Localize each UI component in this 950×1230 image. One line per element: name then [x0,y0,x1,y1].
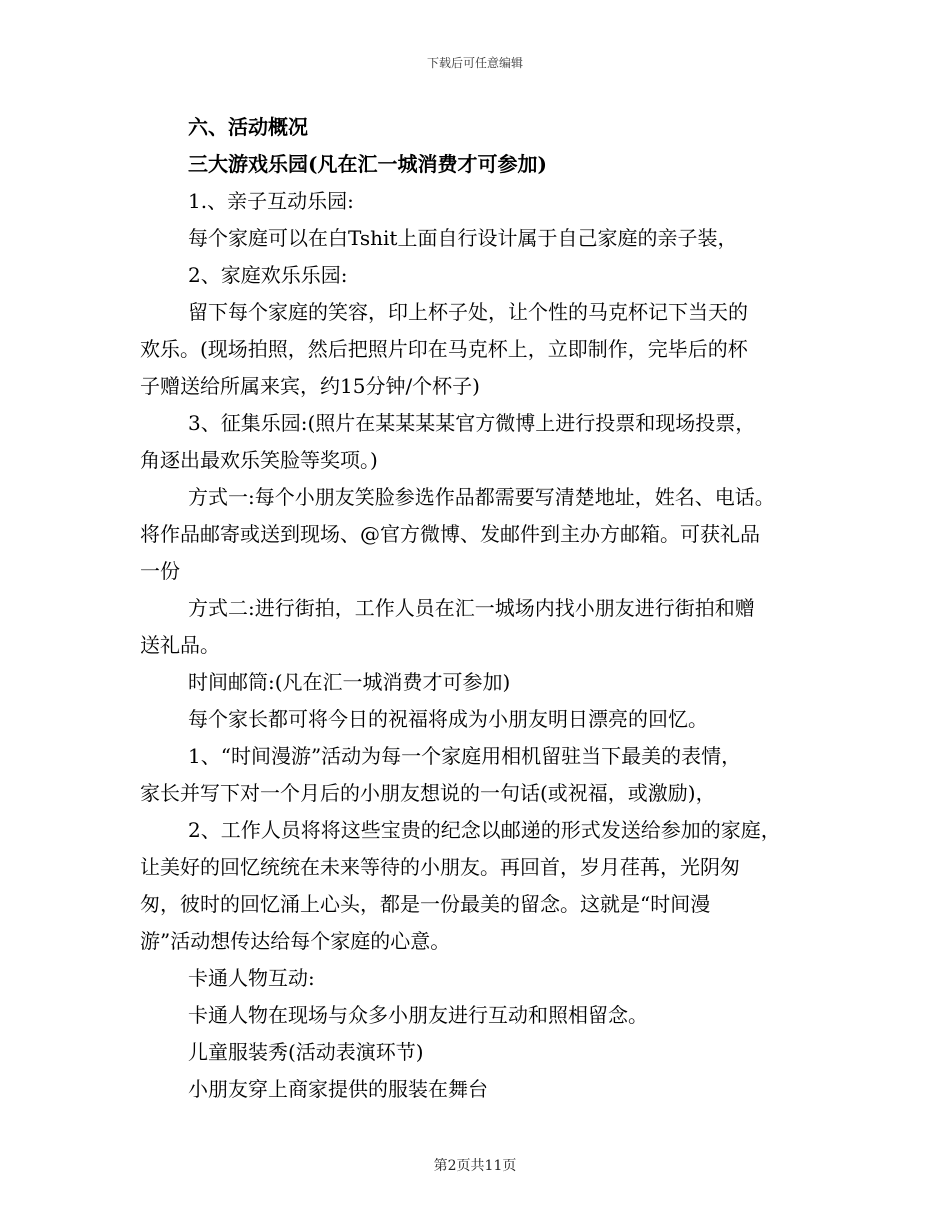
header-note: 下载后可任意编辑 [426,56,523,70]
paragraph-line: 送礼品。 [140,633,220,657]
paragraph-line: 留下每个家庭的笑容，印上杯子处，让个性的马克杯记下当天的 [188,300,748,324]
paragraph-line: 一份 [140,559,180,583]
paragraph-line: 儿童服装秀(活动表演环节) [188,1040,424,1064]
paragraph-line: 2、工作人员将将这些宝贵的纪念以邮递的形式发送给参加的家庭， [188,818,781,842]
subtitle: 三大游戏乐园(凡在汇一城消费才可参加) [188,152,547,176]
paragraph-line: 角逐出最欢乐笑脸等奖项。) [140,448,378,472]
paragraph-line: 时间邮筒:(凡在汇一城消费才可参加) [188,670,511,694]
paragraph-line: 游”活动想传达给每个家庭的心意。 [140,929,451,953]
paragraph-line: 方式一:每个小朋友笑脸参选作品都需要写清楚地址，姓名、电话。 [188,485,775,509]
paragraph-line: 每个家庭可以在白Tshit上面自行设计属于自己家庭的亲子装， [188,226,738,250]
paragraph-line: 让美好的回忆统统在未来等待的小朋友。再回首，岁月荏苒，光阴匆 [140,855,740,879]
paragraph-line: 1.、亲子互动乐园: [188,189,354,213]
section-title: 六、活动概况 [188,115,308,139]
paragraph-line: 欢乐。(现场拍照，然后把照片印在马克杯上，立即制作，完毕后的杯 [140,337,748,361]
paragraph-line: 卡通人物在现场与众多小朋友进行互动和照相留念。 [188,1003,648,1027]
paragraph-line: 子赠送给所属来宾，约15分钟/个杯子) [140,374,480,398]
paragraph-line: 每个家长都可将今日的祝福将成为小朋友明日漂亮的回忆。 [188,707,708,731]
paragraph-line: 1、“时间漫游”活动为每一个家庭用相机留驻当下最美的表情， [188,744,742,768]
paragraph-line: 2、家庭欢乐乐园: [188,263,348,287]
paragraph-line: 方式二:进行街拍，工作人员在汇一城场内找小朋友进行街拍和赠 [188,596,755,620]
page-footer: 第2页共11页 [433,1158,517,1174]
paragraph-line: 家长并写下对一个月后的小朋友想说的一句话(或祝福，或激励)， [140,781,716,805]
paragraph-line: 卡通人物互动: [188,966,315,990]
paragraph-line: 3、征集乐园:(照片在某某某某官方微博上进行投票和现场投票， [188,411,756,435]
paragraph-line: 匆，彼时的回忆涌上心头，都是一份最美的留念。这就是“时间漫 [140,892,711,916]
paragraph-line: 将作品邮寄或送到现场、@官方微博、发邮件到主办方邮箱。可获礼品 [140,522,760,546]
paragraph-line: 小朋友穿上商家提供的服装在舞台 [188,1077,488,1101]
